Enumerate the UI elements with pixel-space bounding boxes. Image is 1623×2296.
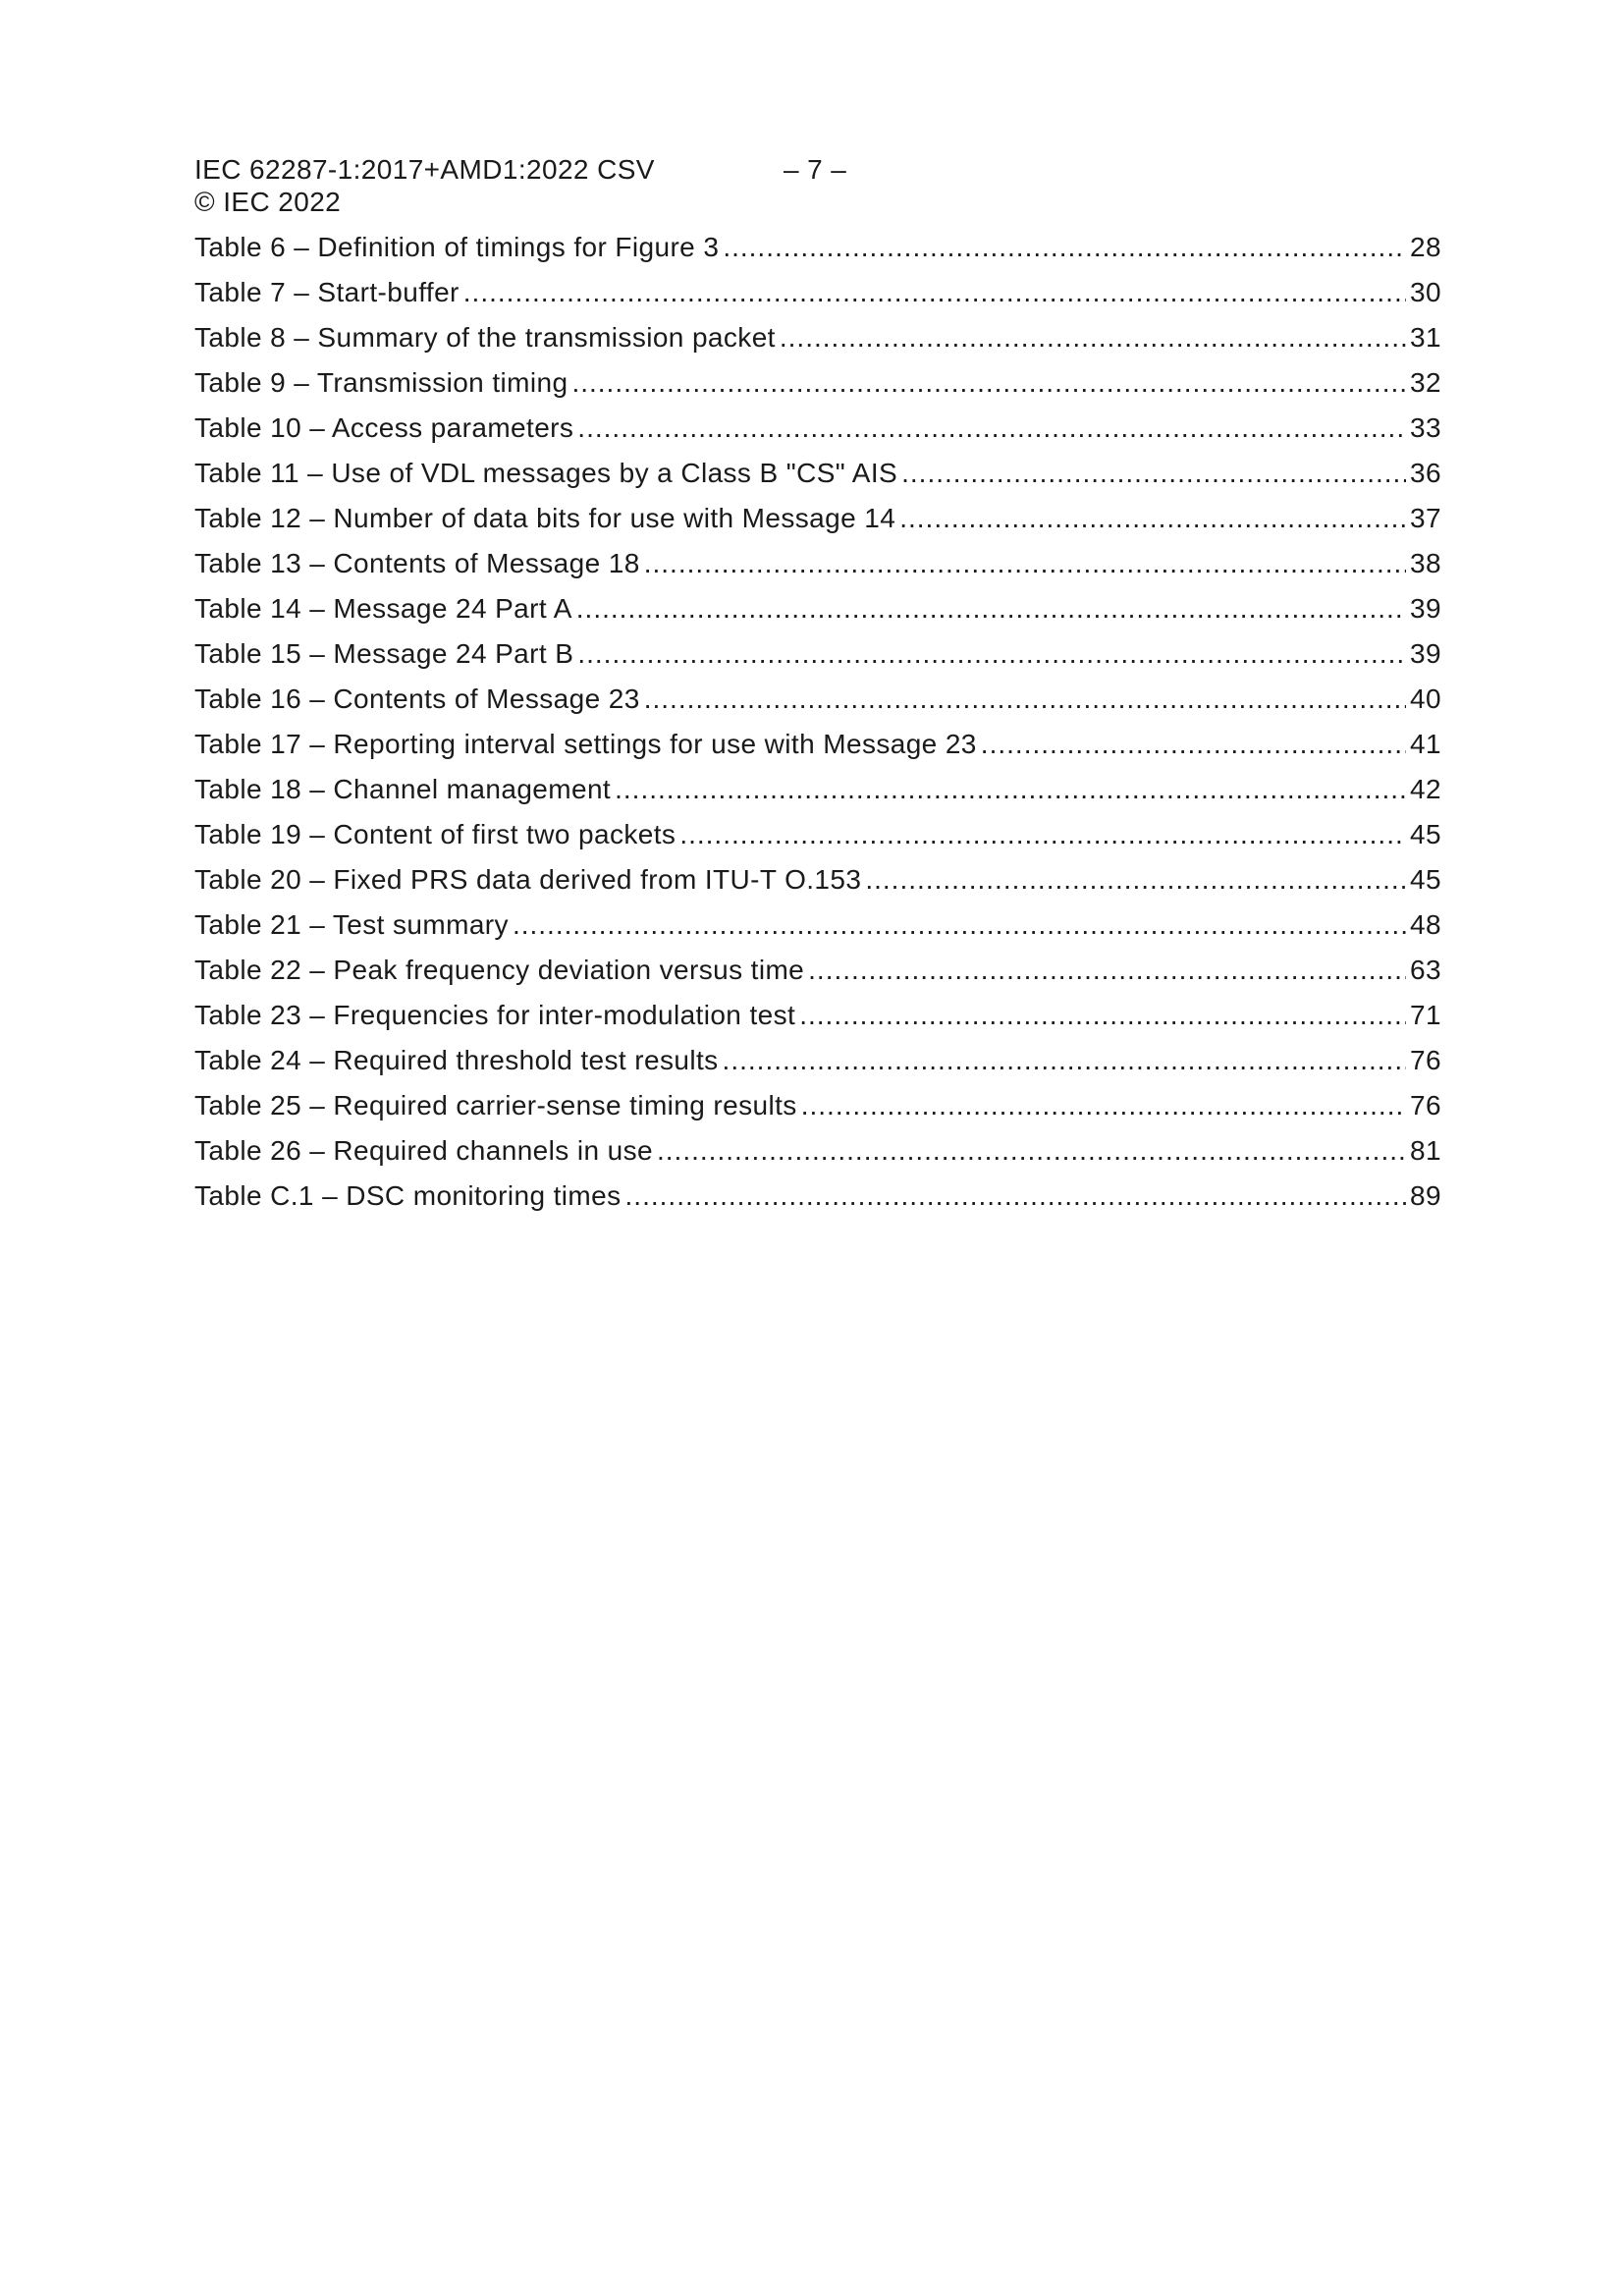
page-header bbox=[194, 153, 846, 218]
toc-entry-title: Table 19 – Content of first two packets bbox=[194, 819, 676, 849]
page-number: – 7 – bbox=[784, 154, 847, 185]
toc-entry-title: Table 21 – Test summary bbox=[194, 909, 509, 940]
toc-entry-title: Table 24 – Required threshold test results bbox=[194, 1045, 719, 1075]
toc-entry-title: Table 10 – Access parameters bbox=[194, 412, 574, 443]
toc-entry-page: 45 bbox=[1410, 864, 1441, 895]
toc-entry-page: 40 bbox=[1410, 683, 1441, 714]
dot-leader bbox=[513, 909, 1406, 941]
toc-entry[interactable] bbox=[194, 1135, 1441, 1180]
toc-entry[interactable] bbox=[194, 458, 1441, 503]
toc-entry[interactable] bbox=[194, 729, 1441, 774]
toc-entry-title: Table 26 – Required channels in use bbox=[194, 1135, 653, 1166]
dot-leader bbox=[780, 322, 1406, 354]
toc-entry-page: 81 bbox=[1410, 1135, 1441, 1166]
dot-leader bbox=[865, 864, 1406, 896]
toc-entry-title: Table 15 – Message 24 Part B bbox=[194, 638, 574, 669]
toc-entry[interactable] bbox=[194, 955, 1441, 1000]
toc-entry[interactable] bbox=[194, 638, 1441, 683]
toc-entry-title: Table 9 – Transmission timing bbox=[194, 367, 568, 398]
list-of-tables bbox=[194, 232, 1441, 1226]
toc-entry-page: 33 bbox=[1410, 412, 1441, 443]
toc-entry[interactable] bbox=[194, 1045, 1441, 1090]
dot-leader bbox=[577, 638, 1406, 670]
toc-entry-title: Table 11 – Use of VDL messages by a Class B "CS" AIS bbox=[194, 458, 898, 488]
toc-entry-title: Table 25 – Required carrier-sense timing results bbox=[194, 1090, 797, 1121]
dot-leader bbox=[577, 412, 1406, 444]
toc-entry-page: 28 bbox=[1410, 232, 1441, 262]
toc-entry-page: 37 bbox=[1410, 503, 1441, 533]
toc-entry-page: 31 bbox=[1410, 322, 1441, 353]
toc-entry-page: 36 bbox=[1410, 458, 1441, 488]
toc-entry-page: 30 bbox=[1410, 277, 1441, 307]
toc-entry-page: 48 bbox=[1410, 909, 1441, 940]
dot-leader bbox=[901, 458, 1406, 489]
dot-leader bbox=[657, 1135, 1406, 1167]
toc-entry[interactable] bbox=[194, 1180, 1441, 1226]
dot-leader bbox=[799, 1000, 1406, 1031]
toc-entry-title: Table 6 – Definition of timings for Figure 3 bbox=[194, 232, 720, 262]
toc-entry-page: 41 bbox=[1410, 729, 1441, 759]
toc-entry[interactable] bbox=[194, 683, 1441, 729]
dot-leader bbox=[615, 774, 1406, 805]
dot-leader bbox=[463, 277, 1406, 308]
toc-entry[interactable] bbox=[194, 322, 1441, 367]
toc-entry[interactable] bbox=[194, 1090, 1441, 1135]
toc-entry-page: 45 bbox=[1410, 819, 1441, 849]
toc-entry-page: 42 bbox=[1410, 774, 1441, 804]
dot-leader bbox=[899, 503, 1406, 534]
toc-entry[interactable] bbox=[194, 277, 1441, 322]
dot-leader bbox=[644, 548, 1406, 579]
toc-entry-page: 39 bbox=[1410, 638, 1441, 669]
dot-leader bbox=[571, 367, 1406, 399]
toc-entry-title: Table 18 – Channel management bbox=[194, 774, 612, 804]
toc-entry-title: Table 20 – Fixed PRS data derived from ITU-T O.153 bbox=[194, 864, 862, 895]
toc-entry-title: Table 13 – Contents of Message 18 bbox=[194, 548, 640, 578]
toc-entry-page: 63 bbox=[1410, 955, 1441, 985]
copyright-notice: © IEC 2022 bbox=[194, 187, 342, 217]
toc-entry[interactable] bbox=[194, 1000, 1441, 1045]
toc-entry[interactable] bbox=[194, 232, 1441, 277]
toc-entry-title: Table 8 – Summary of the transmission packet bbox=[194, 322, 776, 353]
toc-entry[interactable] bbox=[194, 819, 1441, 864]
toc-entry[interactable] bbox=[194, 593, 1441, 638]
toc-entry-title: Table 14 – Message 24 Part A bbox=[194, 593, 572, 624]
dot-leader bbox=[644, 683, 1406, 715]
dot-leader bbox=[625, 1180, 1407, 1212]
dot-leader bbox=[723, 232, 1406, 263]
toc-entry-title: Table 17 – Reporting interval settings for use with Message 23 bbox=[194, 729, 977, 759]
toc-entry-page: 39 bbox=[1410, 593, 1441, 624]
toc-entry-title: Table 22 – Peak frequency deviation versus time bbox=[194, 955, 805, 985]
dot-leader bbox=[981, 729, 1406, 760]
toc-entry-title: Table 23 – Frequencies for inter-modulation test bbox=[194, 1000, 796, 1030]
dot-leader bbox=[808, 955, 1406, 986]
document-id: IEC 62287-1:2017+AMD1:2022 CSV bbox=[194, 154, 655, 185]
toc-entry-title: Table 12 – Number of data bits for use with Message 14 bbox=[194, 503, 896, 533]
toc-entry[interactable] bbox=[194, 412, 1441, 458]
toc-entry[interactable] bbox=[194, 909, 1441, 955]
toc-entry[interactable] bbox=[194, 548, 1441, 593]
toc-entry[interactable] bbox=[194, 503, 1441, 548]
toc-entry-title: Table 7 – Start-buffer bbox=[194, 277, 460, 307]
toc-entry-page: 71 bbox=[1410, 1000, 1441, 1030]
toc-entry-title: Table 16 – Contents of Message 23 bbox=[194, 683, 640, 714]
toc-entry-page: 32 bbox=[1410, 367, 1441, 398]
dot-leader bbox=[801, 1090, 1406, 1121]
toc-entry-page: 38 bbox=[1410, 548, 1441, 578]
toc-entry-page: 89 bbox=[1410, 1180, 1441, 1211]
toc-entry[interactable] bbox=[194, 774, 1441, 819]
toc-entry[interactable] bbox=[194, 864, 1441, 909]
toc-entry[interactable] bbox=[194, 367, 1441, 412]
toc-entry-page: 76 bbox=[1410, 1090, 1441, 1121]
toc-entry-page: 76 bbox=[1410, 1045, 1441, 1075]
dot-leader bbox=[679, 819, 1406, 850]
dot-leader bbox=[576, 593, 1406, 625]
dot-leader bbox=[723, 1045, 1407, 1076]
toc-entry-title: Table C.1 – DSC monitoring times bbox=[194, 1180, 622, 1211]
